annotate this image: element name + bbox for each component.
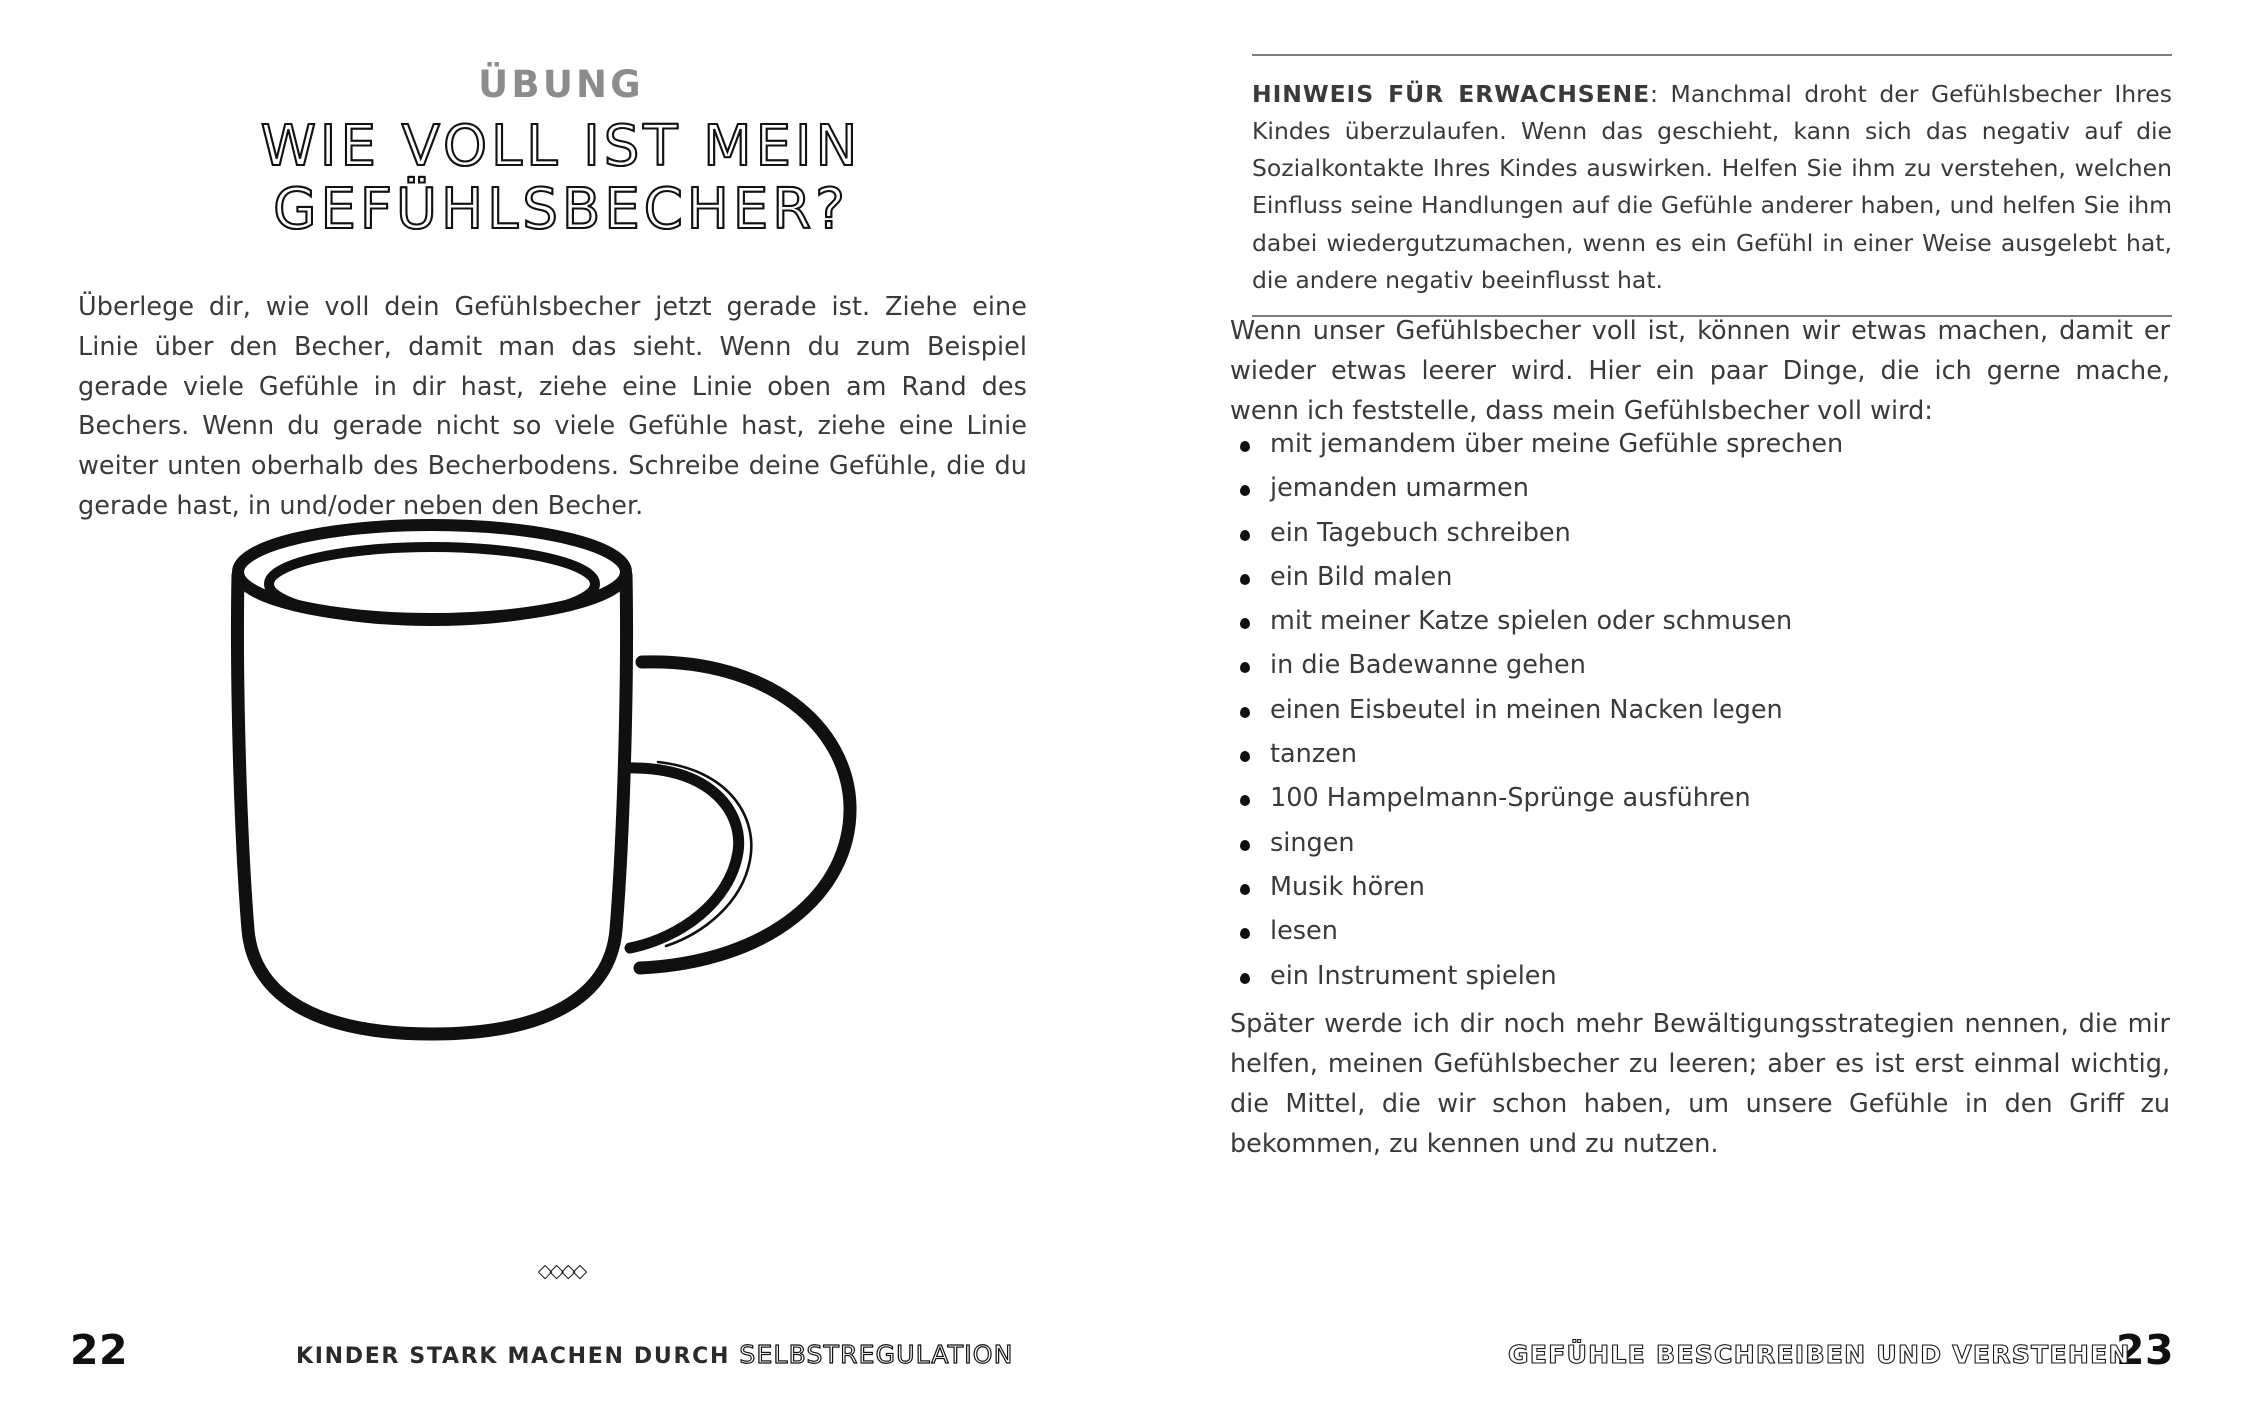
- closing-paragraph: Später werde ich dir noch mehr Bewältigungsstrategien nennen, die mir helfen, meinen Gefühlsbecher zu leeren; aber es ist erst einmal wichtig, die Mittel, die wir schon haben, um unsere Gefühle in den Griff zu bekommen, zu kennen und zu nutzen.: [1230, 1009, 2170, 1159]
- bullet-icon: [1240, 795, 1250, 806]
- list-item: [1230, 827, 2170, 875]
- bullet-icon: [1240, 707, 1250, 718]
- page-number-left: 22: [70, 1326, 129, 1374]
- list-item: [1230, 473, 2170, 520]
- list-item: [1230, 783, 2170, 830]
- list-item: [1230, 739, 2170, 786]
- callout-body-text: : Manchmal droht der Gefühlsbecher Ihres Kindes überzulaufen. Wenn das geschieht, kann sich das negativ auf die Sozialkontakte Ihres Kindes auswirken. Helfen Sie ihm zu verstehen, welchen Einfluss seine Handlungen auf die Gefühle anderer haben, und helfen Sie ihm dabei wiedergutzumachen, wenn es ein Gefühl in einer Weise ausgelebt hat, die andere negativ beeinflusst hat.: [1252, 80, 2172, 294]
- list-item-label: mit jemandem über meine Gefühle sprechen: [1270, 429, 1844, 459]
- list-item: [1230, 694, 2170, 742]
- list-item-label: ein Instrument spielen: [1270, 960, 1557, 991]
- exercise-eyebrow: ÜBUNG: [478, 63, 644, 106]
- bullet-icon: [1240, 884, 1250, 895]
- running-head-left: [296, 1342, 1014, 1368]
- bullet-icon: [1240, 485, 1250, 496]
- callout-text: [1252, 56, 2172, 315]
- list-item-label: in die Badewanne gehen: [1270, 650, 1586, 681]
- list-item: [1230, 517, 2170, 565]
- list-item: [1230, 960, 2170, 1008]
- mug-illustration: [210, 500, 970, 1150]
- list-item-label: 100 Hampelmann-Sprünge ausführen: [1270, 783, 1751, 814]
- running-head-left-plain: KINDER STARK MACHEN DURCH: [296, 1344, 731, 1369]
- list-item-label: mit meiner Katze spielen oder schmusen: [1270, 606, 1793, 637]
- list-item-label: jemanden umarmen: [1270, 473, 1529, 504]
- list-item-label: singen: [1270, 827, 1355, 858]
- list-item-label: tanzen: [1270, 739, 1358, 770]
- list-item-label: ein Tagebuch schreiben: [1270, 517, 1571, 548]
- bullet-icon: [1240, 574, 1250, 585]
- bullet-icon: [1240, 751, 1250, 762]
- section-ornament: ◇◇◇◇: [537, 1260, 585, 1282]
- list-item: [1230, 606, 2170, 653]
- strategies-intro-paragraph: Wenn unser Gefühlsbecher voll ist, können wir etwas machen, damit er wieder etwas leerer wird. Hier ein paar Dinge, die ich gerne mache, wenn ich feststelle, dass mein Gefühlsbecher voll wird:: [1230, 316, 2170, 426]
- list-item-label: Musik hören: [1270, 871, 1425, 902]
- callout-lead-label: HINWEIS FÜR ERWACHSENE: [1252, 80, 1651, 108]
- bullet-icon: [1240, 662, 1250, 673]
- bullet-icon: [1240, 618, 1250, 629]
- list-item: [1230, 650, 2170, 697]
- strategies-list: [1230, 429, 2170, 1008]
- bullet-icon: [1240, 441, 1250, 452]
- bullet-icon: [1240, 973, 1250, 984]
- list-item: [1230, 916, 2170, 963]
- exercise-instructions: Überlege dir, wie voll dein Gefühlsbecher jetzt gerade ist. Ziehe eine Linie über den Becher, damit man das sieht. Wenn du zum Beispiel gerade viele Gefühle in dir hast, ziehe eine Linie oben am Rand des Bechers. Wenn du gerade nicht so viele Gefühle hast, ziehe eine Linie weiter unten oberhalb des Becherbodens. Schreibe deine Gefühle, die du gerade hast, in und/oder neben den Becher.: [78, 292, 1027, 521]
- page-title: [0, 116, 1122, 241]
- list-item-label: einen Eisbeutel in meinen Nacken legen: [1270, 694, 1783, 725]
- adult-note-callout: [1252, 54, 2172, 317]
- list-item: [1230, 429, 2170, 476]
- bullet-icon: [1240, 840, 1250, 851]
- page-title-line-1: WIE VOLL IST MEIN: [260, 114, 862, 179]
- page-number-right: 23: [2115, 1326, 2174, 1374]
- list-item-label: ein Bild malen: [1270, 561, 1453, 592]
- list-item-label: lesen: [1270, 916, 1338, 947]
- page-title-line-2: GEFÜHLSBECHER?: [273, 176, 849, 242]
- list-item: [1230, 561, 2170, 609]
- bullet-icon: [1240, 928, 1250, 939]
- bullet-icon: [1240, 530, 1250, 541]
- list-item: [1230, 871, 2170, 919]
- running-head-left-hollow: SELBSTREGULATION: [739, 1340, 1014, 1369]
- running-head-right: GEFÜHLE BESCHREIBEN UND VERSTEHEN: [1508, 1340, 2131, 1369]
